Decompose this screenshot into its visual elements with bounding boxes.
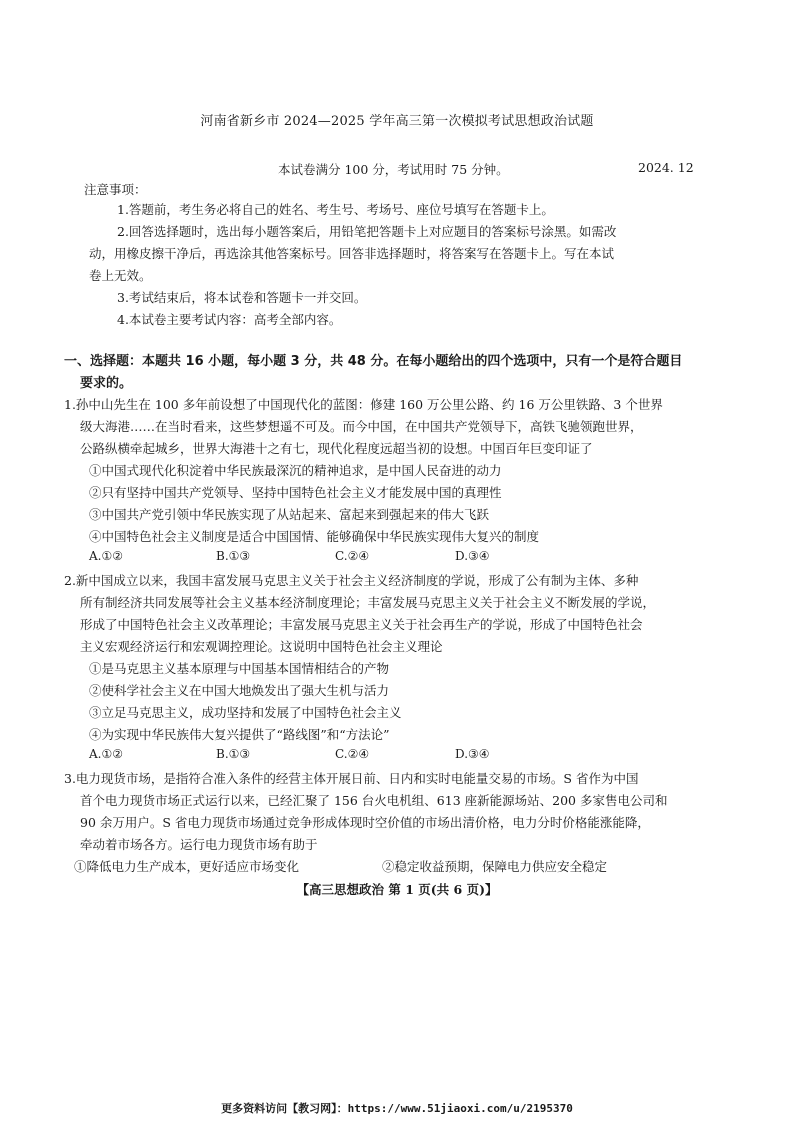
q1-statement-3: ③中国共产党引领中华民族实现了从站起来、富起来到强起来的伟大飞跃 — [89, 507, 490, 522]
q1-choice-a: A.①② — [89, 549, 123, 563]
q1-stem-line-2: 级大海港……在当时看来，这些梦想遥不可及。而今中国，在中国共产党领导下，高铁飞驰领跑世界， — [80, 419, 643, 434]
q1-stem-line-3: 公路纵横牵起城乡，世界大海港十之有七，现代化程度远超当初的设想。中国百年巨变印证了 — [80, 441, 593, 456]
q3-stem-line-4: 牵动着市场各方。运行电力现货市场有助于 — [80, 837, 318, 852]
q1-stem-line-1: 1.孙中山先生在 100 多年前设想了中国现代化的蓝图：修建 160 万公里公路、约 16 万公里铁路、3 个世界 — [64, 397, 663, 412]
note-3: 3.考试结束后，将本试卷和答题卡一并交回。 — [117, 290, 367, 305]
exam-title: 河南省新乡市 2024—2025 学年高三第一次模拟考试思想政治试题 — [200, 114, 594, 129]
q3-stem-line-3: 90 余万用户。S 省电力现货市场通过竞争形成体现时空价值的市场出清价格，电力分时价格能涨能降， — [80, 815, 650, 830]
page-footer: 【高三思想政治 第 1 页(共 6 页)】 — [296, 882, 498, 897]
section-heading-line-1: 一、选择题：本题共 16 小题，每小题 3 分，共 48 分。在每小题给出的四个选项中，只有一个是符合题目 — [64, 354, 683, 369]
note-4: 4.本试卷主要考试内容：高考全部内容。 — [117, 312, 342, 327]
q2-statement-1: ①是马克思主义基本原理与中国基本国情相结合的产物 — [89, 661, 390, 676]
q2-stem-line-4: 主义宏观经济运行和宏观调控理论。这说明中国特色社会主义理论 — [80, 639, 443, 654]
q2-choice-d: D.③④ — [455, 747, 490, 761]
q2-stem-line-3: 形成了中国特色社会主义改革理论；丰富发展马克思主义关于社会再生产的学说，形成了中国特色社会 — [80, 617, 643, 632]
q1-statement-4: ④中国特色社会主义制度是适合中国国情、能够确保中华民族实现伟大复兴的制度 — [89, 529, 540, 544]
q2-choice-c: C.②④ — [335, 747, 370, 761]
q2-statement-3: ③立足马克思主义，成功坚持和发展了中国特色社会主义 — [89, 705, 402, 720]
section-heading-line-2: 要求的。 — [80, 376, 133, 391]
exam-info: 本试卷满分 100 分，考试用时 75 分钟。 — [278, 162, 509, 177]
note-1: 1.答题前，考生务必将自己的姓名、考生号、考场号、座位号填写在答题卡上。 — [117, 202, 554, 217]
q2-statement-2: ②使科学社会主义在中国大地焕发出了强大生机与活力 — [89, 683, 390, 698]
q3-stem-line-1: 3.电力现货市场，是指符合准入条件的经营主体开展日前、日内和实时电能量交易的市场。S 省作为中国 — [64, 771, 639, 786]
q3-statement-1: ①降低电力生产成本，更好适应市场变化 — [74, 859, 300, 874]
note-2-line-1: 2.回答选择题时，选出每小题答案后，用铅笔把答题卡上对应题目的答案标号涂黑。如需改 — [117, 224, 617, 239]
q1-statement-1: ①中国式现代化积淀着中华民族最深沉的精神追求，是中国人民奋进的动力 — [89, 463, 502, 478]
q2-choice-a: A.①② — [89, 747, 123, 761]
q1-choice-d: D.③④ — [455, 549, 490, 563]
q1-choice-b: B.①③ — [216, 549, 251, 563]
notes-label: 注意事项： — [84, 182, 147, 197]
resource-link[interactable]: 更多资料访问【教习网】：https://www.51jiaoxi.com/u/2195370 — [221, 1102, 573, 1115]
q2-stem-line-2: 所有制经济共同发展等社会主义基本经济制度理论；丰富发展马克思主义关于社会主义不断发展的学说， — [80, 595, 656, 610]
q2-statement-4: ④为实现中华民族伟大复兴提供了“路线图”和“方法论” — [89, 727, 390, 742]
q1-choice-c: C.②④ — [335, 549, 370, 563]
q3-stem-line-2: 首个电力现货市场正式运行以来，已经汇聚了 156 台火电机组、613 座新能源场站、200 多家售电公司和 — [80, 793, 668, 808]
q2-stem-line-1: 2.新中国成立以来，我国丰富发展马克思主义关于社会主义经济制度的学说，形成了公有制为主体、多种 — [64, 573, 639, 588]
q2-choice-b: B.①③ — [216, 747, 251, 761]
q1-statement-2: ②只有坚持中国共产党领导、坚持中国特色社会主义才能发展中国的真理性 — [89, 485, 502, 500]
note-2-line-3: 卷上无效。 — [89, 268, 152, 283]
exam-date: 2024. 12 — [638, 160, 694, 175]
q3-statement-2: ②稳定收益预期，保障电力供应安全稳定 — [382, 859, 608, 874]
note-2-line-2: 动，用橡皮擦干净后，再选涂其他答案标号。回答非选择题时，将答案写在答题卡上。写在本试 — [89, 246, 615, 261]
